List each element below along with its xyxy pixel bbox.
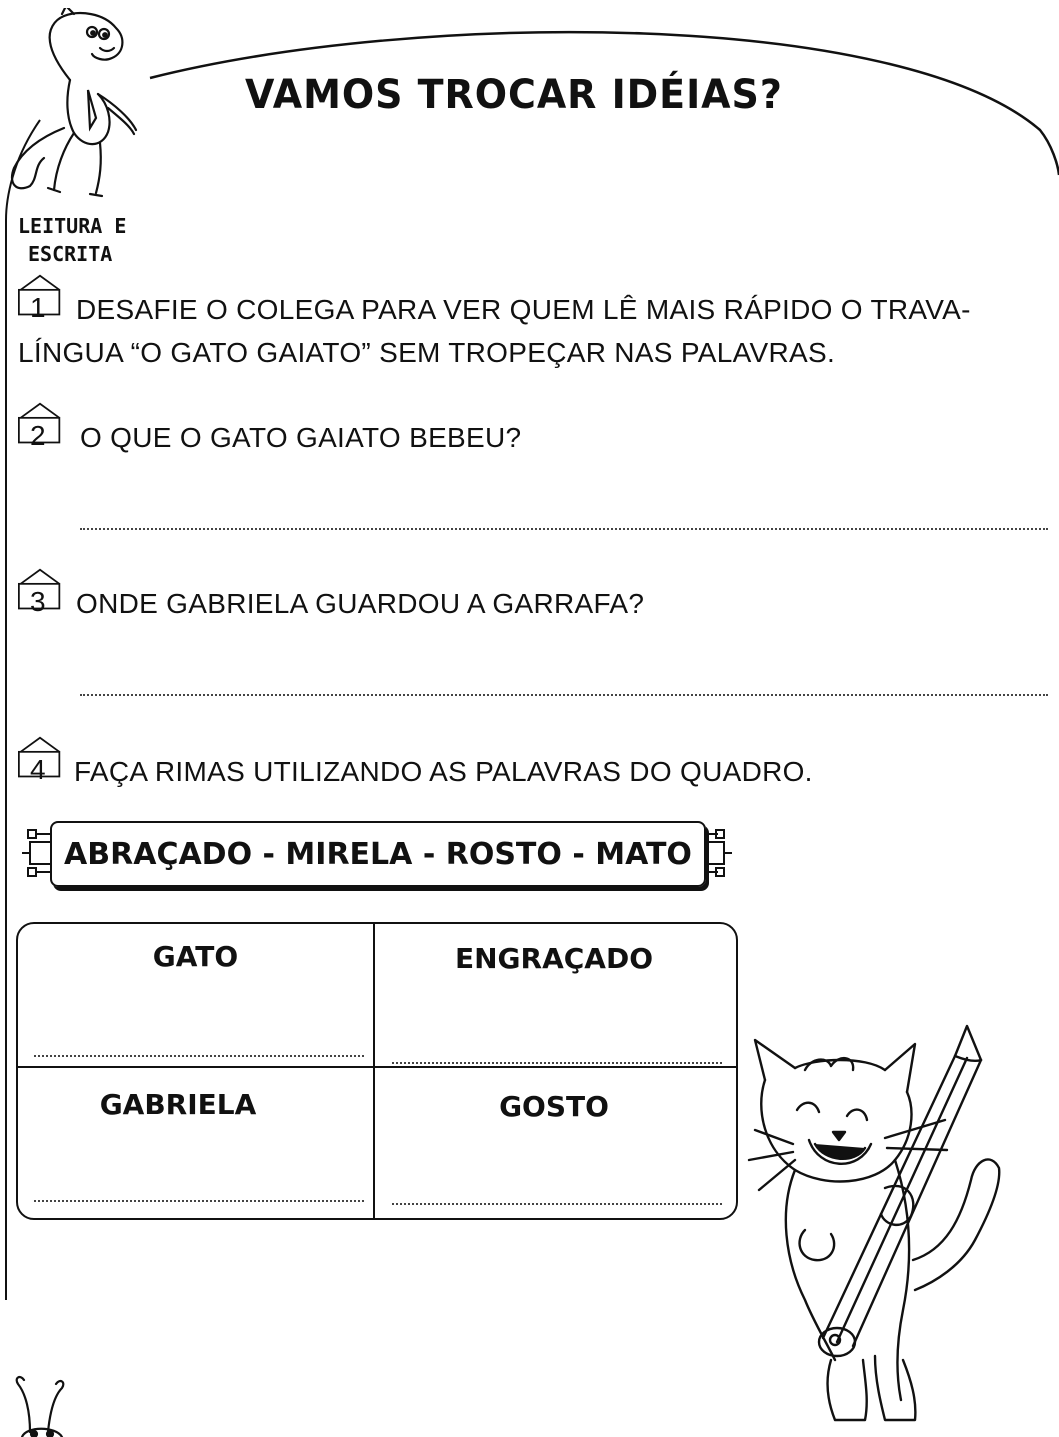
table-cell-word: GABRIELA bbox=[99, 1088, 257, 1121]
horse-illustration bbox=[4, 8, 154, 208]
table-divider-horizontal bbox=[16, 1066, 736, 1068]
answer-line[interactable] bbox=[80, 694, 1048, 696]
answer-line[interactable] bbox=[392, 1062, 722, 1064]
word-box-left-ornament-icon bbox=[20, 828, 54, 878]
answer-line[interactable] bbox=[80, 528, 1048, 530]
cat-with-pencil-illustration bbox=[735, 1020, 1035, 1432]
question-2-text: O QUE O GATO GAIATO BEBEU? bbox=[80, 422, 522, 453]
question-1-line1: DESAFIE O COLEGA PARA VER QUEM LÊ MAIS RÁPIDO O TRAVA- bbox=[76, 294, 971, 325]
table-cell-word: ENGRAÇADO bbox=[454, 942, 654, 975]
table-cell-word: GOSTO bbox=[499, 1090, 609, 1123]
answer-line[interactable] bbox=[392, 1203, 722, 1205]
answer-line[interactable] bbox=[34, 1055, 364, 1057]
question-number: 4 bbox=[30, 754, 46, 785]
section-label bbox=[18, 212, 126, 268]
question-number: 1 bbox=[30, 292, 46, 323]
question-4-text: FAÇA RIMAS UTILIZANDO AS PALAVRAS DO QUADRO. bbox=[74, 756, 813, 787]
table-cell-word: GATO bbox=[152, 940, 239, 973]
word-box-right-ornament-icon bbox=[700, 828, 734, 878]
page-title: VAMOS TROCAR IDÉIAS? bbox=[245, 72, 783, 118]
word-box: ABRAÇADO - MIRELA - ROSTO - MATO bbox=[50, 821, 706, 887]
section-label-line2: ESCRITA bbox=[28, 242, 113, 266]
question-number: 3 bbox=[30, 586, 46, 617]
question-number: 2 bbox=[30, 420, 46, 451]
question-1-line2: LÍNGUA “O GATO GAIATO” SEM TROPEÇAR NAS PALAVRAS. bbox=[18, 337, 836, 368]
question-3-text: ONDE GABRIELA GUARDOU A GARRAFA? bbox=[76, 588, 645, 619]
answer-line[interactable] bbox=[34, 1200, 364, 1202]
bug-illustration bbox=[8, 1372, 78, 1437]
section-label-line1: LEITURA E bbox=[18, 214, 127, 238]
